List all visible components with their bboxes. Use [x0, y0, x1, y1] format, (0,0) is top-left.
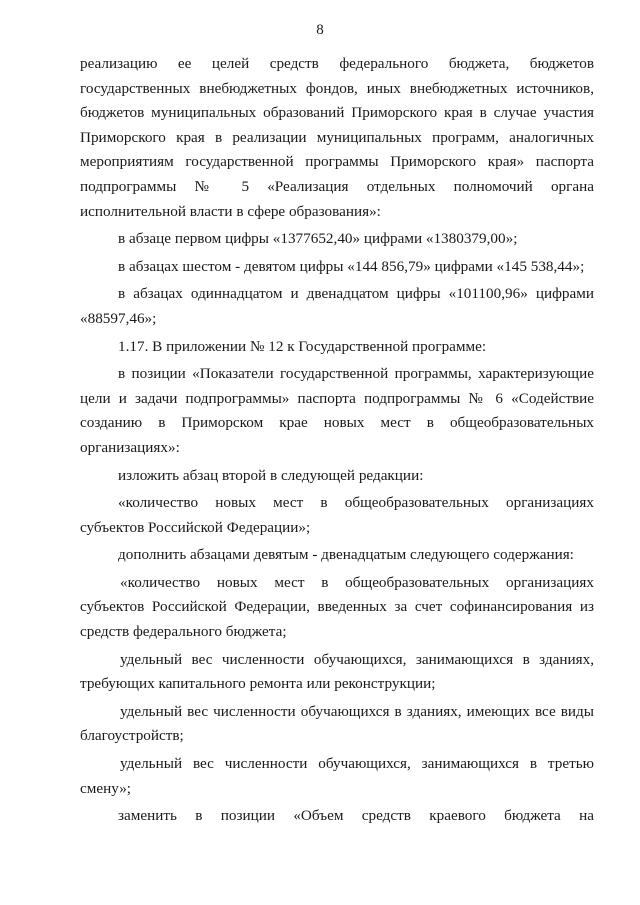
paragraph: «количество новых мест в общеобразовательных организациях субъектов Российской Федерации»; [80, 494, 594, 536]
paragraph: в абзацах одиннадцатом и двенадцатом цифры «101100,96» цифрами «88597,46»; [80, 285, 594, 327]
paragraph: «количество новых мест в общеобразовательных организациях субъектов Российской Федерации, введенных за счет софинансирования из средств федерального бюджета; [80, 573, 594, 641]
paragraph: в позиции «Показатели государственной программы, характеризующие цели и задачи подпрограммы» паспорта подпрограммы № 6 «Содействие созданию в Приморском крае новых мест в общеобразовательных организациях»: [80, 365, 594, 456]
paragraph: дополнить абзацами девятым - двенадцатым следующего содержания: [118, 546, 574, 564]
paragraph: удельный вес численности обучающихся в зданиях, имеющих все виды благоустройств; [80, 702, 594, 745]
paragraph: заменить в позиции «Объем средств краевого бюджета на [118, 807, 594, 825]
document-body [80, 52, 594, 829]
paragraph: реализацию ее целей средств федерального бюджета, бюджетов государственных внебюджетных фондов, иных внебюджетных источников, бюджетов муниципальных образований Приморского края в случае участия Приморского края в реализации муниципальных программ, аналогичных мероприятиям государственной программы Приморского края» паспорта подпрограммы № 5 «Реализация отдельных полномочий органа исполнительной власти в сфере образования»: [80, 55, 594, 220]
paragraph: удельный вес численности обучающихся, занимающихся в третью смену»; [80, 755, 594, 797]
paragraph: в абзаце первом цифры «1377652,40» цифрами «1380379,00»; [118, 230, 518, 248]
paragraph: в абзацах шестом - девятом цифры «144 856,79» цифрами «145 538,44»; [118, 257, 585, 275]
page-number: 8 [316, 22, 324, 38]
paragraph: изложить абзац второй в следующей редакции: [118, 466, 424, 484]
paragraph: удельный вес численности обучающихся, занимающихся в зданиях, требующих капитального ремонта или реконструкции; [80, 650, 594, 693]
paragraph: 1.17. В приложении № 12 к Государственной программе: [118, 337, 487, 355]
